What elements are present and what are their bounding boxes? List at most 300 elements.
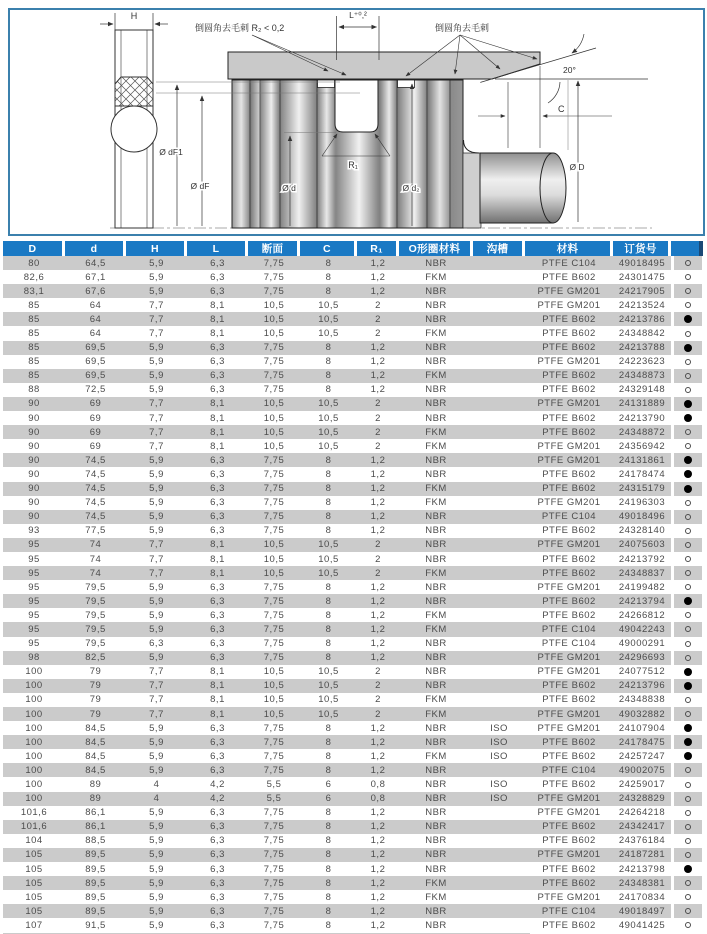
col-C-cell: 6 xyxy=(300,792,357,806)
col-d-cell: 69,5 xyxy=(65,355,126,369)
col-L-cell: 6,3 xyxy=(187,637,248,651)
col-L-cell: 6,3 xyxy=(187,369,248,383)
availability-cell xyxy=(674,566,702,580)
table-row xyxy=(0,763,707,777)
col-H-cell: 5,9 xyxy=(126,608,187,622)
availability-cell xyxy=(674,777,702,791)
col-D-cell: 104 xyxy=(3,834,65,848)
col-d-cell: 86,1 xyxy=(65,806,126,820)
col-L-cell: 6,3 xyxy=(187,482,248,496)
col-C-cell: 8 xyxy=(300,622,357,636)
filled-circle-icon xyxy=(684,865,692,873)
col-material-cell: PTFE B602 xyxy=(525,425,613,439)
col-groove-cell xyxy=(473,707,525,721)
col-L-cell: 8,1 xyxy=(187,707,248,721)
col-R1-cell: 1,2 xyxy=(357,594,399,608)
col-D-cell: 100 xyxy=(3,679,65,693)
col-section-cell: 7,75 xyxy=(248,594,300,608)
open-circle-icon xyxy=(685,922,691,928)
col-section-cell: 7,75 xyxy=(248,369,300,383)
availability-cell xyxy=(674,792,702,806)
col-C-cell: 6 xyxy=(300,777,357,791)
col-L-cell: 6,3 xyxy=(187,453,248,467)
open-circle-icon xyxy=(685,908,691,914)
col-groove-cell xyxy=(473,496,525,510)
col-d-cell: 74,5 xyxy=(65,453,126,467)
col-section-cell: 7,75 xyxy=(248,256,300,270)
col-order-number-cell: 24213786 xyxy=(613,312,671,326)
col-C-cell: 10,5 xyxy=(300,679,357,693)
availability-cell xyxy=(674,622,702,636)
table-row xyxy=(0,298,707,312)
col-D-cell: 105 xyxy=(3,904,65,918)
col-D-cell: 90 xyxy=(3,425,65,439)
col-L-cell: 6,3 xyxy=(187,904,248,918)
table-row xyxy=(0,326,707,340)
diagram-svg xyxy=(0,0,707,238)
col-section-cell: 10,5 xyxy=(248,665,300,679)
col-R1-cell: 0,8 xyxy=(357,777,399,791)
col-D-cell: 85 xyxy=(3,355,65,369)
col-order-number-cell: 24107904 xyxy=(613,721,671,735)
col-L-cell: 6,3 xyxy=(187,848,248,862)
col-H-cell: 5,9 xyxy=(126,735,187,749)
col-oring-material-cell: NBR xyxy=(399,284,473,298)
table-row xyxy=(0,848,707,862)
col-section-cell: 10,5 xyxy=(248,566,300,580)
label-angle: 20° xyxy=(563,65,576,75)
col-order-number-cell: 24348837 xyxy=(613,566,671,580)
col-D-cell: 95 xyxy=(3,538,65,552)
open-circle-icon xyxy=(685,880,691,886)
col-C-cell: 8 xyxy=(300,524,357,538)
col-H-cell: 7,7 xyxy=(126,411,187,425)
col-material-cell: PTFE B602 xyxy=(525,608,613,622)
col-material-cell: PTFE GM201 xyxy=(525,580,613,594)
label-L-tolerance: L⁺⁰,² xyxy=(349,10,367,20)
col-R1-cell: 2 xyxy=(357,552,399,566)
label-R1: R₁ xyxy=(348,160,358,170)
availability-cell xyxy=(674,763,702,777)
header-end-cap xyxy=(699,241,703,256)
table-row xyxy=(0,876,707,890)
col-C-cell: 10,5 xyxy=(300,312,357,326)
availability-cell xyxy=(674,820,702,834)
col-D-cell: 95 xyxy=(3,552,65,566)
col-C-cell: 8 xyxy=(300,608,357,622)
col-D-cell: 100 xyxy=(3,707,65,721)
col-R1-cell: 2 xyxy=(357,439,399,453)
col-D-cell: 100 xyxy=(3,665,65,679)
col-section-cell: 7,75 xyxy=(248,721,300,735)
col-header-L: L xyxy=(187,241,245,256)
seal-groove xyxy=(335,80,378,132)
col-oring-material-cell: NBR xyxy=(399,580,473,594)
cylinder-bore-bar xyxy=(228,52,540,79)
col-order-number-cell: 24328829 xyxy=(613,792,671,806)
col-section-cell: 7,75 xyxy=(248,467,300,481)
col-R1-cell: 2 xyxy=(357,411,399,425)
table-row xyxy=(0,256,707,270)
col-H-cell: 5,9 xyxy=(126,580,187,594)
col-H-cell: 5,9 xyxy=(126,763,187,777)
table-row xyxy=(0,820,707,834)
col-R1-cell: 1,2 xyxy=(357,820,399,834)
col-groove-cell xyxy=(473,834,525,848)
open-circle-icon xyxy=(685,373,691,379)
col-groove-cell xyxy=(473,918,525,932)
col-D-cell: 98 xyxy=(3,651,65,665)
availability-cell xyxy=(674,735,702,749)
open-circle-icon xyxy=(685,570,691,576)
table-row xyxy=(0,355,707,369)
table-row xyxy=(0,580,707,594)
col-order-number-cell: 24315179 xyxy=(613,482,671,496)
table-row xyxy=(0,749,707,763)
col-H-cell: 5,9 xyxy=(126,904,187,918)
col-order-number-cell: 24131861 xyxy=(613,453,671,467)
col-H-cell: 7,7 xyxy=(126,679,187,693)
col-D-cell: 100 xyxy=(3,777,65,791)
open-circle-icon xyxy=(685,655,691,661)
filled-circle-icon xyxy=(684,682,692,690)
col-C-cell: 8 xyxy=(300,496,357,510)
col-L-cell: 8,1 xyxy=(187,425,248,439)
col-order-number-cell: 24296693 xyxy=(613,651,671,665)
col-D-cell: 105 xyxy=(3,848,65,862)
col-oring-material-cell: NBR xyxy=(399,256,473,270)
col-L-cell: 6,3 xyxy=(187,270,248,284)
col-section-cell: 7,75 xyxy=(248,341,300,355)
table-row xyxy=(0,622,707,636)
col-order-number-cell: 24217905 xyxy=(613,284,671,298)
table-row xyxy=(0,651,707,665)
col-groove-cell xyxy=(473,355,525,369)
col-C-cell: 8 xyxy=(300,848,357,862)
table-row xyxy=(0,693,707,707)
col-H-cell: 5,9 xyxy=(126,594,187,608)
filled-circle-icon xyxy=(684,724,692,732)
table-row xyxy=(0,524,707,538)
col-material-cell: PTFE C104 xyxy=(525,510,613,524)
availability-cell xyxy=(674,524,702,538)
col-C-cell: 8 xyxy=(300,749,357,763)
col-L-cell: 8,1 xyxy=(187,538,248,552)
col-L-cell: 8,1 xyxy=(187,312,248,326)
col-L-cell: 6,3 xyxy=(187,256,248,270)
col-C-cell: 8 xyxy=(300,284,357,298)
col-H-cell: 5,9 xyxy=(126,820,187,834)
col-D-cell: 95 xyxy=(3,566,65,580)
table-row xyxy=(0,777,707,791)
label-dF: Ø dF xyxy=(190,181,210,191)
col-header-C: C xyxy=(300,241,354,256)
col-D-cell: 100 xyxy=(3,792,65,806)
table-row xyxy=(0,566,707,580)
col-groove-cell xyxy=(473,326,525,340)
col-D-cell: 85 xyxy=(3,298,65,312)
label-d2: Ø d₂ xyxy=(402,183,420,193)
col-section-cell: 7,75 xyxy=(248,834,300,848)
filled-circle-icon xyxy=(684,414,692,422)
col-d-cell: 84,5 xyxy=(65,721,126,735)
availability-cell xyxy=(674,369,702,383)
col-material-cell: PTFE GM201 xyxy=(525,721,613,735)
col-H-cell: 5,9 xyxy=(126,524,187,538)
col-groove-cell xyxy=(473,256,525,270)
col-groove-cell xyxy=(473,580,525,594)
col-order-number-cell: 24213792 xyxy=(613,552,671,566)
availability-cell xyxy=(674,439,702,453)
availability-cell xyxy=(674,312,702,326)
col-d-cell: 89,5 xyxy=(65,876,126,890)
col-order-number-cell: 24213796 xyxy=(613,679,671,693)
col-groove-cell: ISO xyxy=(473,792,525,806)
col-oring-material-cell: NBR xyxy=(399,411,473,425)
col-groove-cell xyxy=(473,524,525,538)
col-section-cell: 10,5 xyxy=(248,707,300,721)
col-C-cell: 10,5 xyxy=(300,693,357,707)
table-row xyxy=(0,284,707,298)
col-order-number-cell: 24187281 xyxy=(613,848,671,862)
col-order-number-cell: 24266812 xyxy=(613,608,671,622)
open-circle-icon xyxy=(685,838,691,844)
col-groove-cell xyxy=(473,439,525,453)
col-order-number-cell: 24223623 xyxy=(613,355,671,369)
open-circle-icon xyxy=(685,697,691,703)
col-section-cell: 7,75 xyxy=(248,355,300,369)
col-D-cell: 90 xyxy=(3,411,65,425)
col-d-cell: 79,5 xyxy=(65,594,126,608)
open-circle-icon xyxy=(685,514,691,520)
col-H-cell: 7,7 xyxy=(126,298,187,312)
col-D-cell: 90 xyxy=(3,397,65,411)
col-d-cell: 79 xyxy=(65,665,126,679)
table-row xyxy=(0,707,707,721)
col-L-cell: 8,1 xyxy=(187,298,248,312)
col-L-cell: 6,3 xyxy=(187,862,248,876)
open-circle-icon xyxy=(685,302,691,308)
availability-cell xyxy=(674,411,702,425)
col-oring-material-cell: NBR xyxy=(399,820,473,834)
col-H-cell: 5,9 xyxy=(126,482,187,496)
open-circle-icon xyxy=(685,331,691,337)
open-circle-icon xyxy=(685,796,691,802)
col-oring-material-cell: NBR xyxy=(399,341,473,355)
col-d-cell: 84,5 xyxy=(65,763,126,777)
col-order-number-cell: 24199482 xyxy=(613,580,671,594)
table-row xyxy=(0,482,707,496)
open-circle-icon xyxy=(685,767,691,773)
col-material-cell: PTFE GM201 xyxy=(525,397,613,411)
col-oring-material-cell: FKM xyxy=(399,890,473,904)
col-order-number-cell: 24348381 xyxy=(613,876,671,890)
col-D-cell: 85 xyxy=(3,312,65,326)
table-row xyxy=(0,637,707,651)
col-groove-cell xyxy=(473,651,525,665)
col-oring-material-cell: NBR xyxy=(399,594,473,608)
col-R1-cell: 1,2 xyxy=(357,467,399,481)
col-order-number-cell: 24376184 xyxy=(613,834,671,848)
col-oring-material-cell: NBR xyxy=(399,524,473,538)
col-oring-material-cell: FKM xyxy=(399,876,473,890)
table-header xyxy=(3,241,707,256)
col-L-cell: 6,3 xyxy=(187,876,248,890)
col-R1-cell: 2 xyxy=(357,312,399,326)
col-C-cell: 10,5 xyxy=(300,566,357,580)
col-groove-cell xyxy=(473,552,525,566)
col-d-cell: 89,5 xyxy=(65,862,126,876)
col-D-cell: 90 xyxy=(3,482,65,496)
col-L-cell: 8,1 xyxy=(187,326,248,340)
col-material-cell: PTFE B602 xyxy=(525,341,613,355)
col-section-cell: 10,5 xyxy=(248,312,300,326)
filled-circle-icon xyxy=(684,470,692,478)
col-L-cell: 6,3 xyxy=(187,651,248,665)
col-R1-cell: 1,2 xyxy=(357,453,399,467)
col-section-cell: 7,75 xyxy=(248,580,300,594)
col-L-cell: 6,3 xyxy=(187,383,248,397)
col-section-cell: 7,75 xyxy=(248,806,300,820)
col-material-cell: PTFE GM201 xyxy=(525,284,613,298)
col-order-number-cell: 24213524 xyxy=(613,298,671,312)
col-D-cell: 90 xyxy=(3,453,65,467)
open-circle-icon xyxy=(685,359,691,365)
availability-cell xyxy=(674,679,702,693)
col-L-cell: 4,2 xyxy=(187,777,248,791)
col-d-cell: 88,5 xyxy=(65,834,126,848)
col-C-cell: 8 xyxy=(300,341,357,355)
col-H-cell: 4 xyxy=(126,777,187,791)
col-R1-cell: 1,2 xyxy=(357,834,399,848)
col-section-cell: 10,5 xyxy=(248,425,300,439)
availability-cell xyxy=(674,467,702,481)
col-groove-cell xyxy=(473,467,525,481)
col-C-cell: 8 xyxy=(300,369,357,383)
col-d-cell: 79,5 xyxy=(65,580,126,594)
col-D-cell: 90 xyxy=(3,496,65,510)
col-d-cell: 84,5 xyxy=(65,735,126,749)
col-oring-material-cell: NBR xyxy=(399,510,473,524)
col-H-cell: 7,7 xyxy=(126,665,187,679)
availability-cell xyxy=(674,326,702,340)
col-oring-material-cell: NBR xyxy=(399,792,473,806)
availability-cell xyxy=(674,397,702,411)
col-section-cell: 10,5 xyxy=(248,326,300,340)
col-material-cell: PTFE B602 xyxy=(525,467,613,481)
col-oring-material-cell: NBR xyxy=(399,552,473,566)
col-C-cell: 10,5 xyxy=(300,552,357,566)
col-L-cell: 6,3 xyxy=(187,721,248,735)
col-oring-material-cell: NBR xyxy=(399,777,473,791)
col-section-cell: 10,5 xyxy=(248,298,300,312)
col-material-cell: PTFE GM201 xyxy=(525,792,613,806)
table-row xyxy=(0,510,707,524)
col-material-cell: PTFE B602 xyxy=(525,594,613,608)
col-order-number-cell: 24348872 xyxy=(613,425,671,439)
col-H-cell: 5,9 xyxy=(126,496,187,510)
col-groove-cell xyxy=(473,820,525,834)
col-d-cell: 82,5 xyxy=(65,651,126,665)
col-D-cell: 107 xyxy=(3,918,65,932)
col-oring-material-cell: NBR xyxy=(399,397,473,411)
col-d-cell: 89 xyxy=(65,777,126,791)
col-oring-material-cell: FKM xyxy=(399,608,473,622)
col-oring-material-cell: FKM xyxy=(399,707,473,721)
col-header-oring-material: O形圈材料 xyxy=(399,241,470,256)
label-D: Ø D xyxy=(569,162,585,172)
col-C-cell: 10,5 xyxy=(300,298,357,312)
col-H-cell: 5,9 xyxy=(126,834,187,848)
col-material-cell: PTFE GM201 xyxy=(525,665,613,679)
col-oring-material-cell: NBR xyxy=(399,834,473,848)
col-C-cell: 8 xyxy=(300,918,357,932)
col-C-cell: 8 xyxy=(300,383,357,397)
col-material-cell: PTFE B602 xyxy=(525,411,613,425)
col-material-cell: PTFE GM201 xyxy=(525,496,613,510)
table-row xyxy=(0,918,707,932)
table-row xyxy=(0,721,707,735)
col-material-cell: PTFE B602 xyxy=(525,524,613,538)
col-D-cell: 100 xyxy=(3,763,65,777)
col-H-cell: 5,9 xyxy=(126,341,187,355)
col-section-cell: 7,75 xyxy=(248,453,300,467)
open-circle-icon xyxy=(685,528,691,534)
availability-cell xyxy=(674,538,702,552)
col-R1-cell: 1,2 xyxy=(357,721,399,735)
col-R1-cell: 2 xyxy=(357,566,399,580)
col-order-number-cell: 24178475 xyxy=(613,735,671,749)
angle-arc-bottom xyxy=(548,82,560,103)
col-groove-cell xyxy=(473,510,525,524)
col-header-material: 材料 xyxy=(525,241,610,256)
col-oring-material-cell: NBR xyxy=(399,637,473,651)
col-groove-cell: ISO xyxy=(473,735,525,749)
col-section-cell: 10,5 xyxy=(248,411,300,425)
col-section-cell: 7,75 xyxy=(248,482,300,496)
col-L-cell: 6,3 xyxy=(187,834,248,848)
col-groove-cell xyxy=(473,411,525,425)
col-C-cell: 8 xyxy=(300,651,357,665)
col-d-cell: 74 xyxy=(65,566,126,580)
label-H: H xyxy=(130,11,138,21)
col-R1-cell: 1,2 xyxy=(357,806,399,820)
col-material-cell: PTFE GM201 xyxy=(525,453,613,467)
col-section-cell: 5,5 xyxy=(248,792,300,806)
col-C-cell: 10,5 xyxy=(300,707,357,721)
col-H-cell: 5,9 xyxy=(126,721,187,735)
open-circle-icon xyxy=(685,387,691,393)
col-groove-cell xyxy=(473,679,525,693)
col-order-number-cell: 49018496 xyxy=(613,510,671,524)
ptfe-ring-hatched xyxy=(115,77,153,106)
col-oring-material-cell: NBR xyxy=(399,848,473,862)
col-order-number-cell: 24257247 xyxy=(613,749,671,763)
col-L-cell: 8,1 xyxy=(187,665,248,679)
col-L-cell: 6,3 xyxy=(187,918,248,932)
col-R1-cell: 1,2 xyxy=(357,904,399,918)
col-L-cell: 6,3 xyxy=(187,763,248,777)
col-oring-material-cell: NBR xyxy=(399,721,473,735)
col-C-cell: 8 xyxy=(300,904,357,918)
col-order-number-cell: 24356942 xyxy=(613,439,671,453)
col-section-cell: 7,75 xyxy=(248,496,300,510)
col-H-cell: 7,7 xyxy=(126,693,187,707)
col-R1-cell: 2 xyxy=(357,538,399,552)
col-oring-material-cell: NBR xyxy=(399,355,473,369)
col-d-cell: 89,5 xyxy=(65,904,126,918)
col-D-cell: 95 xyxy=(3,580,65,594)
